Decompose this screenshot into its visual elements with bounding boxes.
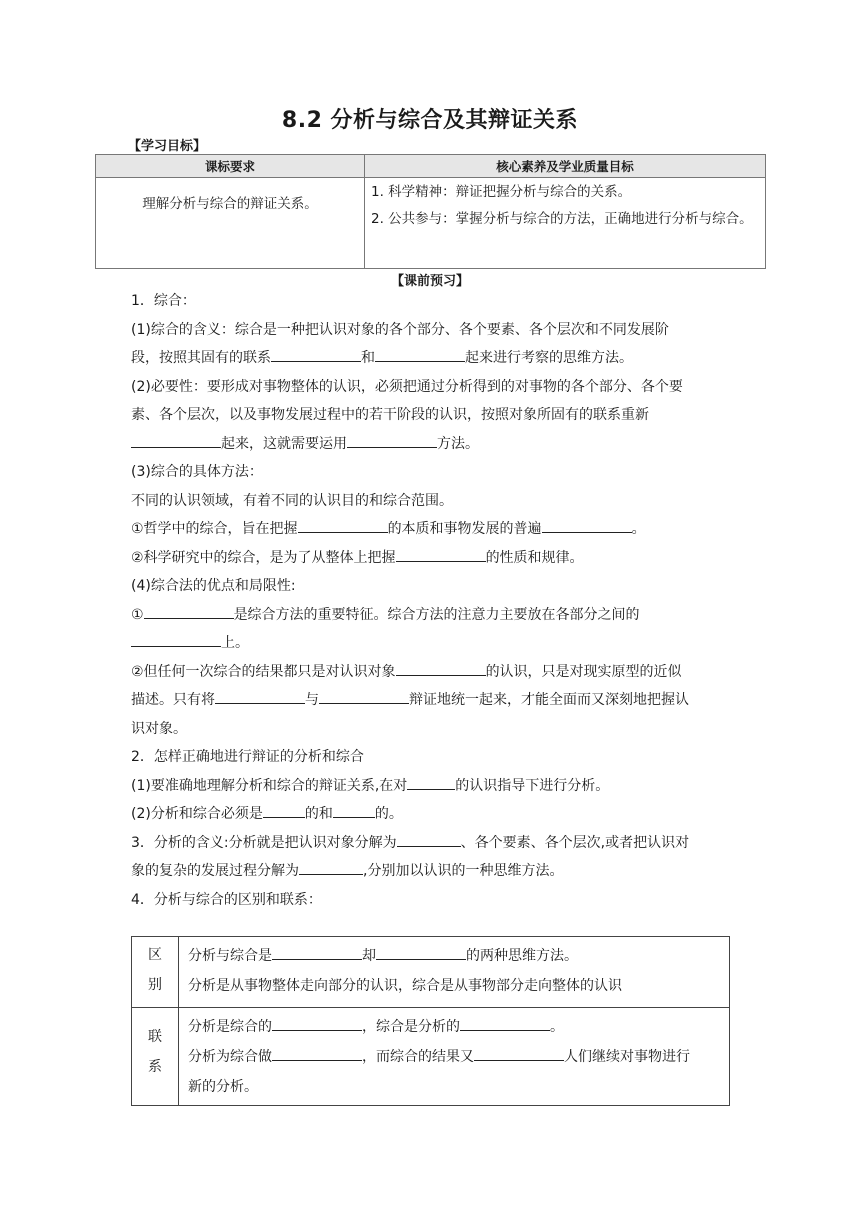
fill-blank[interactable]: [299, 859, 363, 875]
item-2-heading: 2．怎样正确地进行辩证的分析和综合: [131, 749, 364, 765]
text-line: 描述。只有将 与 辩证地统一起来，才能全面而又深刻地把握认: [131, 686, 751, 715]
page-title: 8.2 分析与综合及其辩证关系: [281, 108, 579, 133]
connection-content-cell: [179, 1008, 730, 1106]
text-line: 素、各个层次，以及事物发展过程中的若干阶段的认识，按照对象所固有的联系重新: [131, 407, 649, 423]
fill-blank[interactable]: [298, 517, 388, 533]
text-line: 起来，这就需要运用 方法。: [131, 430, 751, 459]
difference-header-cell: 区 别: [132, 937, 179, 1008]
text-line: 段，按照其固有的联系 和 起来进行考察的思维方法。: [131, 344, 751, 373]
goals-header-standard: 课标要求: [96, 155, 365, 178]
text-line: 不同的认识领域，有着不同的认识目的和综合范围。: [131, 492, 453, 509]
fill-blank[interactable]: [333, 802, 375, 818]
goals-competency-cell: [365, 178, 766, 269]
text-line: (2)必要性：要形成对事物整体的认识，必须把通过分析得到的对事物的各个部分、各个要: [131, 378, 683, 395]
fill-blank[interactable]: [474, 1045, 564, 1061]
fill-blank[interactable]: [271, 346, 361, 362]
text-line: 识对象。: [131, 720, 187, 737]
fill-blank[interactable]: [407, 774, 455, 790]
goals-competency-item: 2. 公共参与：掌握分析与综合的方法，正确地进行分析与综合。: [371, 211, 753, 227]
goals-competency-item: 1. 科学精神：辩证把握分析与综合的关系。: [371, 184, 632, 200]
text-line: (4)综合法的优点和局限性:: [131, 578, 296, 594]
fill-blank[interactable]: [272, 1045, 362, 1061]
preview-content: [131, 287, 751, 914]
fill-blank[interactable]: [131, 631, 221, 647]
fill-blank[interactable]: [542, 517, 632, 533]
text-line: ②但任何一次综合的结果都只是对认识对象 的认识，只是对现实原型的近似: [131, 658, 751, 687]
item-4-heading: 4．分析与综合的区别和联系：: [131, 891, 322, 908]
comparison-table: [131, 936, 730, 1106]
text-line: ②科学研究中的综合，是为了从整体上把握 的性质和规律。: [131, 544, 751, 573]
goals-standard-text: 理解分析与综合的辩证关系。: [142, 196, 318, 212]
text-line: 象的复杂的发展过程分解为 ,分别加以认识的一种思维方法。: [131, 857, 751, 886]
section-preview-label: 【课前预习】: [390, 274, 469, 289]
connection-header-cell: 联 系: [132, 1008, 179, 1106]
text-line: ① 是综合方法的重要特征。综合方法的注意力主要放在各部分之间的: [131, 601, 751, 630]
fill-blank[interactable]: [131, 432, 221, 448]
goals-header-competency: 核心素养及学业质量目标: [365, 155, 766, 178]
fill-blank[interactable]: [460, 1015, 550, 1031]
text-line: (3)综合的具体方法：: [131, 464, 263, 480]
text-line: 分析是从事物整体走向部分的认识，综合是从事物部分走向整体的认识: [188, 978, 622, 994]
fill-blank[interactable]: [397, 831, 461, 847]
fill-blank[interactable]: [215, 688, 305, 704]
item-1-heading: 1．综合：: [131, 293, 196, 309]
goals-table: [95, 154, 766, 269]
text-line: (1)综合的含义：综合是一种把认识对象的各个部分、各个要素、各个层次和不同发展阶: [131, 321, 669, 338]
fill-blank[interactable]: [319, 688, 409, 704]
text-line: 上。: [131, 629, 751, 658]
fill-blank[interactable]: [375, 346, 465, 362]
fill-blank[interactable]: [396, 660, 486, 676]
text-line: 新的分析。: [188, 1079, 258, 1095]
text-line: 分析为综合做 ，而综合的结果又 人们继续对事物进行: [188, 1042, 721, 1072]
fill-blank[interactable]: [376, 944, 466, 960]
fill-blank[interactable]: [272, 1015, 362, 1031]
text-line: 分析与综合是 却 的两种思维方法。: [188, 941, 721, 971]
fill-blank[interactable]: [272, 944, 362, 960]
text-line: 分析是综合的 ，综合是分析的 。: [188, 1012, 721, 1042]
item-3-line: 3．分析的含义:分析就是把认识对象分解为 、各个要素、各个层次,或者把认识对: [131, 829, 751, 858]
goals-standard-cell: [96, 178, 365, 269]
text-line: (1)要准确地理解分析和综合的辩证关系,在对 的认识指导下进行分析。: [131, 772, 751, 801]
text-line: (2)分析和综合必须是 的和 的。: [131, 800, 751, 829]
fill-blank[interactable]: [347, 432, 437, 448]
difference-content-cell: [179, 937, 730, 1008]
fill-blank[interactable]: [144, 603, 234, 619]
text-line: ①哲学中的综合，旨在把握 的本质和事物发展的普遍 。: [131, 515, 751, 544]
fill-blank[interactable]: [396, 546, 486, 562]
fill-blank[interactable]: [263, 802, 305, 818]
section-goals-label: 【学习目标】: [128, 139, 207, 154]
